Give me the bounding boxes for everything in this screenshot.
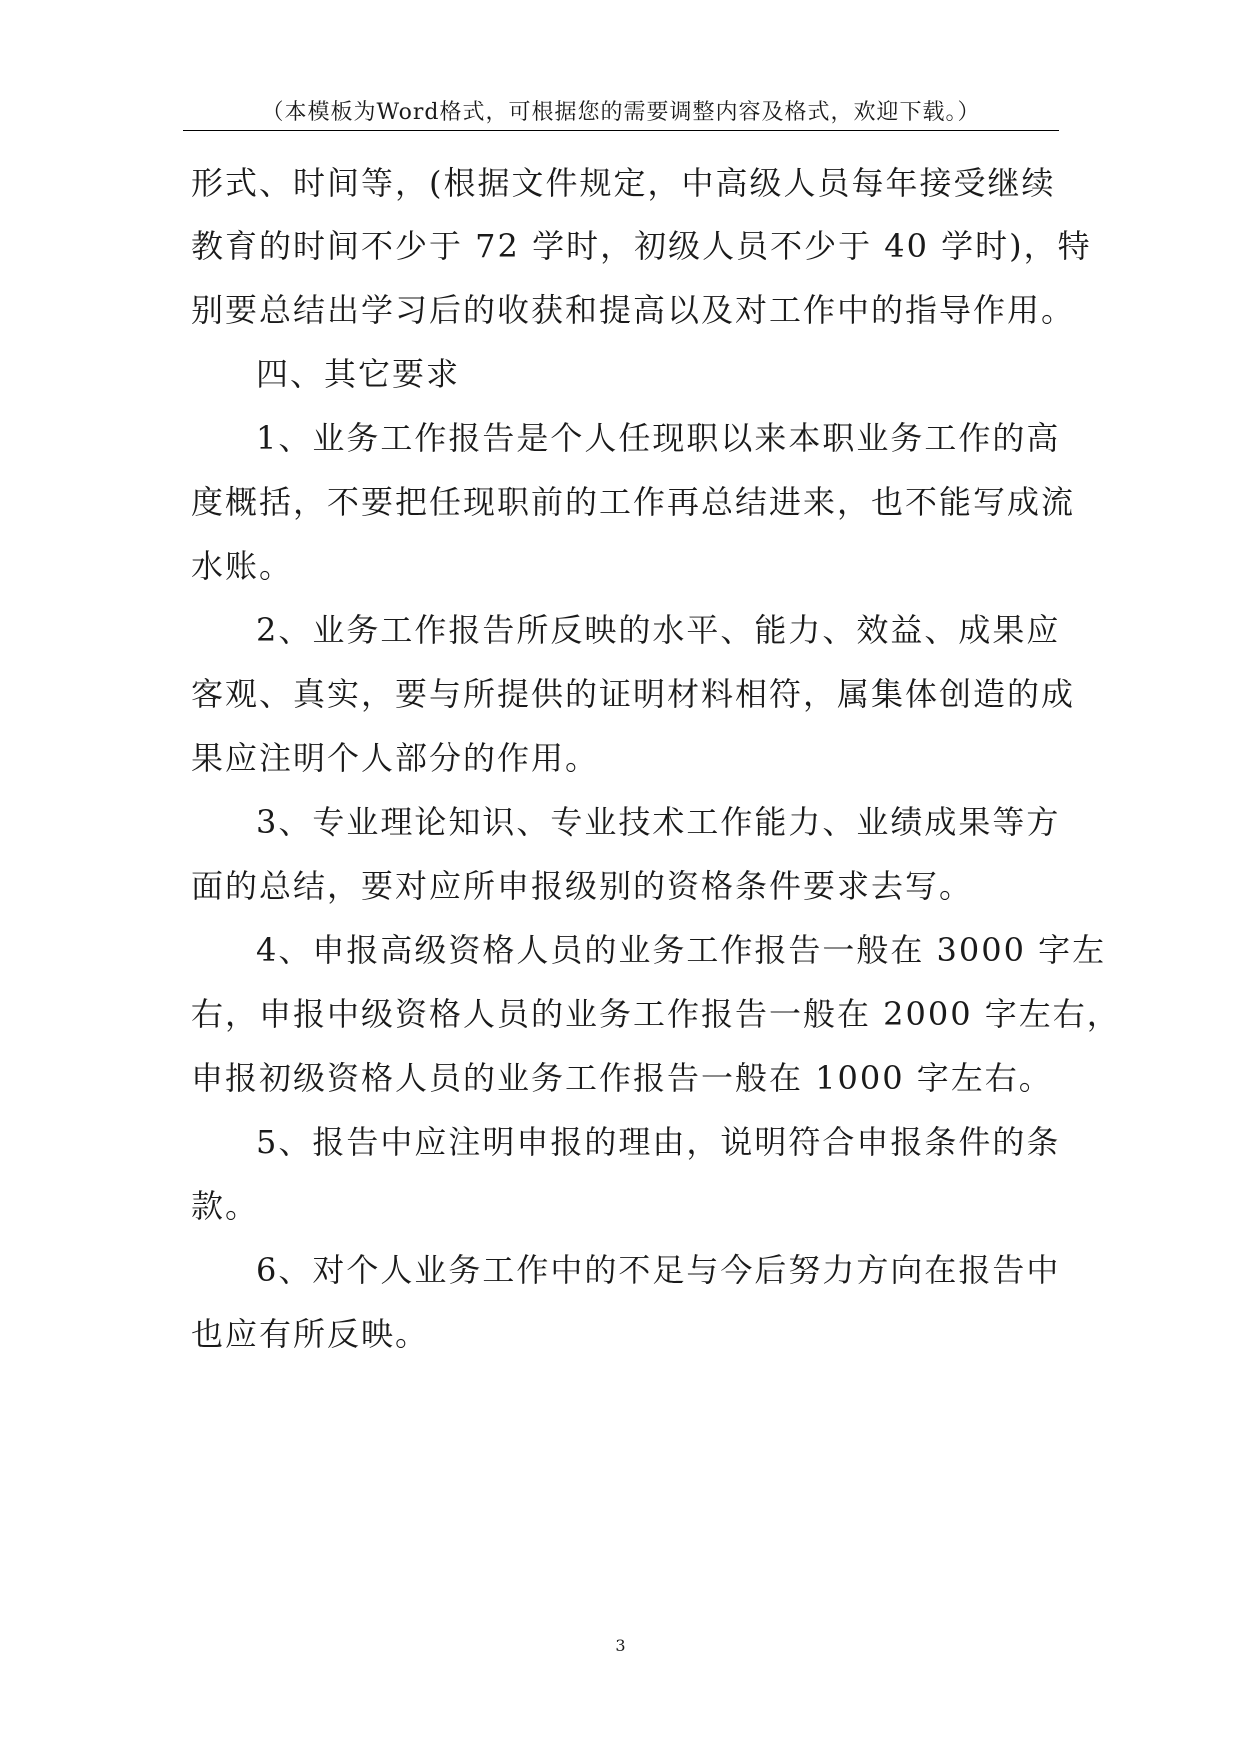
body-line: 申报初级资格人员的业务工作报告一般在 1000 字左右。 <box>191 1059 1053 1097</box>
body-line: 形式、时间等，(根据文件规定，中高级人员每年接受继续 <box>191 164 1056 202</box>
body-line: 客观、真实，要与所提供的证明材料相符，属集体创造的成 <box>191 675 1076 713</box>
body-line: 1、业务工作报告是个人任现职以来本职业务工作的高 <box>256 419 1061 457</box>
body-line: 款。 <box>191 1187 260 1225</box>
body-line: 度概括，不要把任现职前的工作再总结进来，也不能写成流 <box>191 483 1076 521</box>
body-line: 右，申报中级资格人员的业务工作报告一般在 2000 字左右， <box>191 995 1121 1033</box>
body-line: 3、专业理论知识、专业技术工作能力、业绩成果等方 <box>256 803 1061 841</box>
body-line: 教育的时间不少于 72 学时，初级人员不少于 40 学时)，特 <box>191 227 1092 265</box>
body-line: 2、业务工作报告所反映的水平、能力、效益、成果应 <box>256 611 1061 649</box>
body-line: 别要总结出学习后的收获和提高以及对工作中的指导作用。 <box>191 291 1076 329</box>
body-line: 5、报告中应注明申报的理由，说明符合申报条件的条 <box>256 1123 1061 1161</box>
body-line: 水账。 <box>191 547 294 585</box>
body-line: 4、申报高级资格人员的业务工作报告一般在 3000 字左 <box>256 931 1107 969</box>
template-notice: （本模板为Word格式，可根据您的需要调整内容及格式，欢迎下载。） <box>261 100 981 125</box>
header-divider <box>183 130 1059 131</box>
section-heading: 四、其它要求 <box>256 355 461 393</box>
body-line: 也应有所反映。 <box>191 1315 430 1353</box>
body-line: 面的总结，要对应所申报级别的资格条件要求去写。 <box>191 867 974 905</box>
body-line: 6、对个人业务工作中的不足与今后努力方向在报告中 <box>256 1251 1061 1289</box>
body-line: 果应注明个人部分的作用。 <box>191 739 600 777</box>
page-number: 3 <box>615 1636 626 1655</box>
